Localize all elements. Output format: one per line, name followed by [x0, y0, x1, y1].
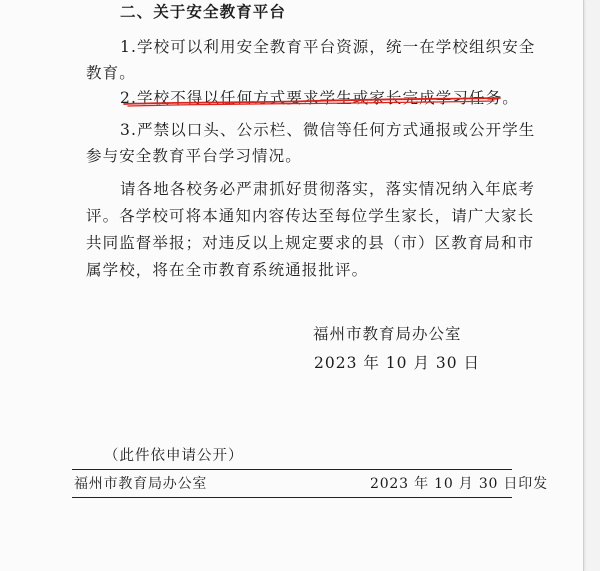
section-heading: 二、关于安全教育平台 — [120, 3, 287, 21]
closing-line-1: 请各地各校务必严肃抓好贯彻落实，落实情况纳入年底考 — [120, 180, 536, 198]
disclosure-note: （此件依申请公开） — [104, 448, 244, 464]
closing-line-3: 共同监督举报；对违反以上规定要求的县（市）区教育局和市 — [86, 234, 535, 252]
closing-line-2: 评。各学校可将本通知内容传达至每位学生家长，请广大家长 — [86, 207, 535, 225]
item-3-line-1: 3.严禁以口头、公示栏、微信等任何方式通报或公开学生 — [120, 121, 536, 139]
footer-top-rule — [72, 469, 512, 470]
signature-date: 2023 年 10 月 30 日 — [314, 354, 481, 372]
item-2-line-1: 2.学校不得以任何方式要求学生或家长完成学习任务。 — [120, 89, 519, 107]
item-1-line-2: 教育。 — [86, 64, 136, 82]
item-3-line-2: 参与安全教育平台学习情况。 — [86, 147, 302, 165]
signature-org: 福州市教育局办公室 — [313, 325, 462, 343]
footer-bottom-rule — [72, 497, 512, 498]
closing-line-4: 属学校，将在全市教育系统通报批评。 — [86, 261, 369, 279]
footer-issuer: 福州市教育局办公室 — [74, 476, 208, 492]
item-1-line-1: 1.学校可以利用安全教育平台资源，统一在学校组织安全 — [120, 38, 536, 56]
footer-print-date: 2023 年 10 月 30 日印发 — [370, 476, 548, 492]
